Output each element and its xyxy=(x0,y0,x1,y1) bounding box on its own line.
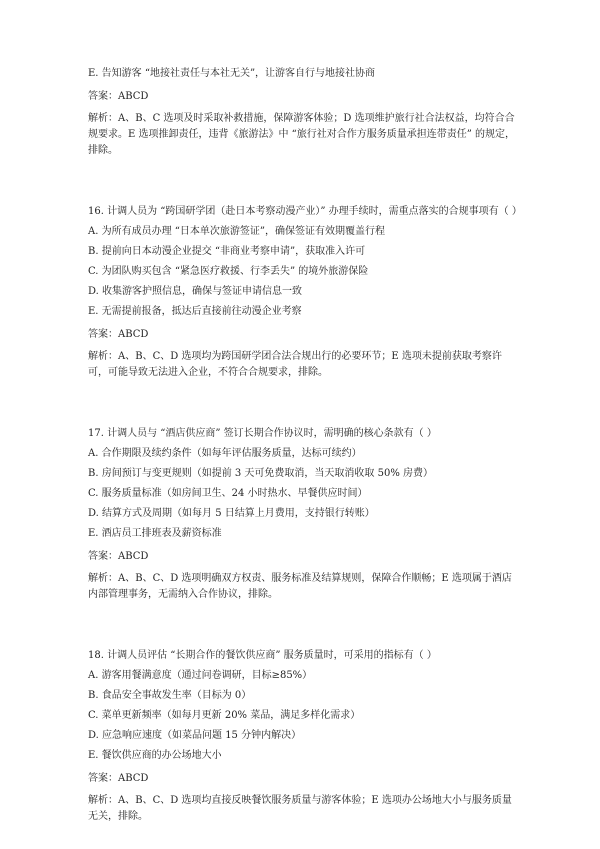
option-d: D. 结算方式及周期（如每月 5 日结算上月费用，支持银行转账） xyxy=(88,508,375,519)
option-b: B. 食品安全事故发生率（目标为 0） xyxy=(88,690,252,701)
option-b: B. 提前向日本动漫企业提交 “非商业考察申请”，获取准入许可 xyxy=(88,246,366,257)
option-d: D. 应急响应速度（如菜品问题 15 分钟内解决） xyxy=(88,730,302,741)
option-e: E. 餐饮供应商的办公场地大小 xyxy=(88,750,222,761)
question-16 xyxy=(88,204,522,381)
explanation: 解析：A、B、C、D 选项明确双方权责、服务标准及结算规则，保障合作顺畅；E 选项属于酒店内部管理事务，无需纳入合作协议，排除。 xyxy=(88,573,512,600)
document-page xyxy=(88,66,522,846)
option-a: A. 游客用餐满意度（通过问卷调研，目标≥85%） xyxy=(88,670,313,681)
answer: 答案：ABCD xyxy=(88,773,149,784)
question-stem: 16. 计调人员为 “跨国研学团（赴日本考察动漫产业）” 办理手续时，需重点落实的合规事项有（ ） xyxy=(88,206,522,217)
option-c: C. 服务质量标准（如房间卫生、24 小时热水、早餐供应时间） xyxy=(88,488,368,499)
option-c: C. 为团队购买包含 “紧急医疗救援、行李丢失” 的境外旅游保险 xyxy=(88,266,369,277)
answer: 答案：ABCD xyxy=(88,91,149,102)
previous-question-tail xyxy=(88,66,518,159)
question-stem: 18. 计调人员评估 “长期合作的餐饮供应商” 服务质量时，可采用的指标有（ ） xyxy=(88,650,437,661)
option-a: A. 合作期限及续约条件（如每年评估服务质量，达标可续约） xyxy=(88,448,362,459)
question-stem: 17. 计调人员与 “酒店供应商” 签订长期合作协议时，需明确的核心条款有（ ） xyxy=(88,428,437,439)
explanation: 解析：A、B、C、D 选项均直接反映餐饮服务质量与游客体验；E 选项办公场地大小与服务质量无关，排除。 xyxy=(88,795,512,822)
option-a: A. 为所有成员办理 “日本单次旅游签证”，确保签证有效期覆盖行程 xyxy=(88,226,385,237)
question-18 xyxy=(88,648,518,825)
answer: 答案：ABCD xyxy=(88,329,149,340)
option-c: C. 菜单更新频率（如每月更新 20% 菜品，满足多样化需求） xyxy=(88,710,361,721)
explanation: 解析：A、B、C、D 选项均为跨国研学团合法合规出行的必要环节；E 选项未提前获取考察许可，可能导致无法进入企业，不符合合规要求，排除。 xyxy=(88,351,502,378)
option-d: D. 收集游客护照信息，确保与签证申请信息一致 xyxy=(88,286,303,297)
explanation: 解析：A、B、C 选项及时采取补救措施，保障游客体验；D 选项维护旅行社合法权益，均符合合规要求。E 选项推卸责任，违背《旅游法》中 “旅行社对合作方服务质量承担连带责任” 的规定，排除。 xyxy=(88,113,516,156)
option-e: E. 无需提前报备，抵达后直接前往动漫企业考察 xyxy=(88,306,302,317)
option-e: E. 告知游客 “地接社责任与本社无关”，让游客自行与地接社协商 xyxy=(88,68,376,79)
question-17 xyxy=(88,426,518,603)
option-b: B. 房间预订与变更规则（如提前 3 天可免费取消，当天取消收取 50% 房费） xyxy=(88,468,434,479)
option-e: E. 酒店员工排班表及薪资标准 xyxy=(88,528,222,539)
answer: 答案：ABCD xyxy=(88,551,149,562)
